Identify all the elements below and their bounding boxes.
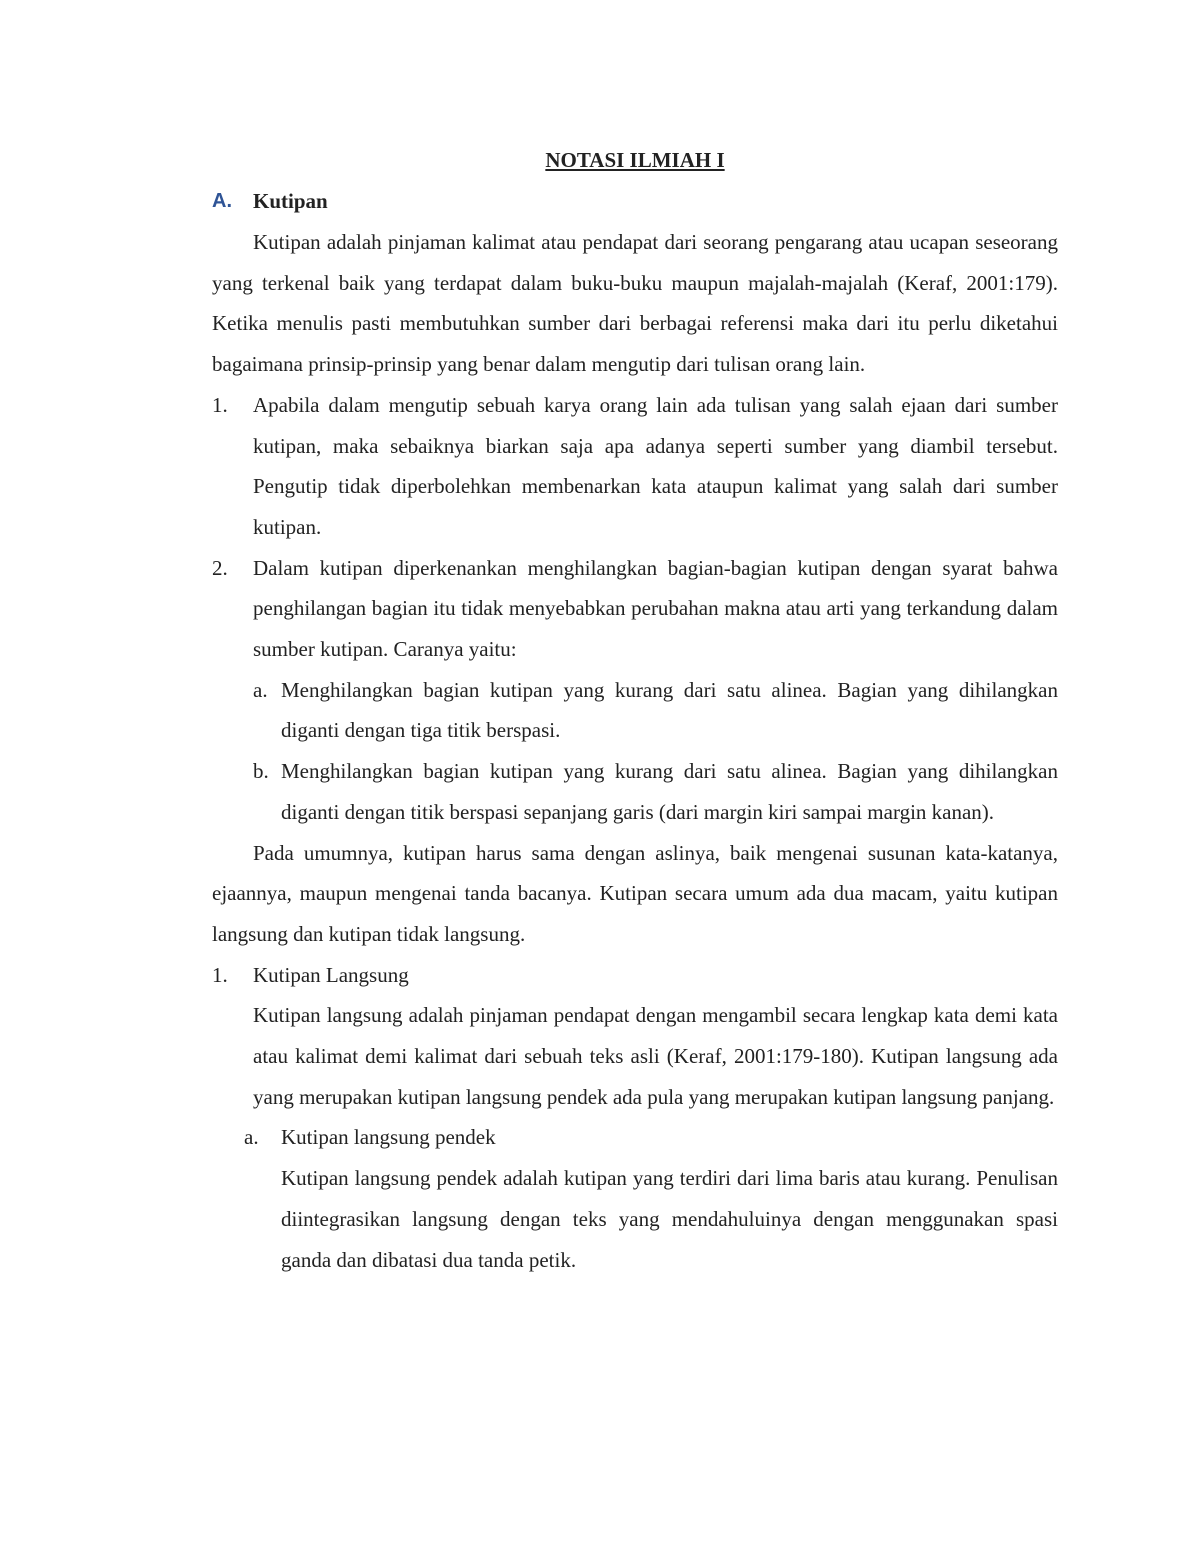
section-heading	[212, 181, 1058, 222]
principle-text: Apabila dalam mengutip sebuah karya orang lain ada tulisan yang salah ejaan dari sumber kutipan, maka sebaiknya biarkan saja apa adanya seperti sumber yang diambil tersebut. Pengutip tidak diperbolehkan membenarkan kata ataupun kalimat yang salah dari sumber kutipan.	[253, 392, 1058, 539]
list-marker: 2.	[212, 555, 228, 580]
list-marker: 1.	[212, 392, 228, 417]
subitem-description: Kutipan langsung pendek adalah kutipan yang terdiri dari lima baris atau kurang. Penulisan diintegrasikan langsung dengan teks yang mendahuluinya dengan menggunakan spasi ganda dan dibatasi dua tanda petik.	[281, 1166, 1058, 1272]
subitem-text: Menghilangkan bagian kutipan yang kurang dari satu alinea. Bagian yang dihilangkan diganti dengan titik berspasi sepanjang garis (dari margin kiri sampai margin kanan).	[281, 759, 1058, 824]
list-marker: b.	[253, 759, 269, 784]
section-title: Kutipan	[253, 189, 328, 213]
list-marker: 1.	[212, 962, 228, 987]
document-body	[212, 140, 1058, 1280]
section-letter: A.	[212, 190, 232, 212]
page-title: NOTASI ILMIAH I	[545, 148, 725, 172]
principle-item-2	[212, 548, 1058, 670]
intro-paragraph: Kutipan adalah pinjaman kalimat atau pendapat dari seorang pengarang atau ucapan seseorang yang terkenal baik yang terdapat dalam buku-buku maupun majalah-majalah (Keraf, 2001:179). Ketika menulis pasti membutuhkan sumber dari berbagai referensi maka dari itu perlu diketahui bagaimana prinsip-prinsip yang benar dalam mengutip dari tulisan orang lain.	[212, 230, 1058, 377]
type-description: Kutipan langsung adalah pinjaman pendapat dengan mengambil secara lengkap kata demi kata atau kalimat demi kalimat dari sebuah teks asli (Keraf, 2001:179-180). Kutipan langsung ada yang merupakan kutipan langsung pendek ada pula yang merupakan kutipan langsung panjang.	[253, 1003, 1058, 1109]
subitem-heading: Kutipan langsung pendek	[281, 1125, 496, 1150]
type-subitem-a	[212, 1117, 1058, 1158]
type-item-1	[212, 955, 1058, 996]
list-marker: a.	[253, 677, 268, 702]
principle-subitem-a	[212, 670, 1058, 751]
principle-text: Dalam kutipan diperkenankan menghilangkan bagian-bagian kutipan dengan syarat bahwa penghilangan bagian itu tidak menyebabkan perubahan makna atau arti yang terkandung dalam sumber kutipan. Caranya yaitu:	[253, 555, 1058, 662]
list-marker: a.	[244, 1125, 259, 1150]
principle-subitem-b	[212, 751, 1058, 832]
type-heading: Kutipan Langsung	[253, 962, 409, 987]
general-paragraph: Pada umumnya, kutipan harus sama dengan aslinya, baik mengenai susunan kata-katanya, ejaannya, maupun mengenai tanda bacanya. Kutipan secara umum ada dua macam, yaitu kutipan langsung dan kutipan tidak langsung.	[212, 840, 1058, 946]
principle-item-1	[212, 385, 1058, 548]
subitem-text: Menghilangkan bagian kutipan yang kurang dari satu alinea. Bagian yang dihilangkan diganti dengan tiga titik berspasi.	[281, 677, 1058, 743]
